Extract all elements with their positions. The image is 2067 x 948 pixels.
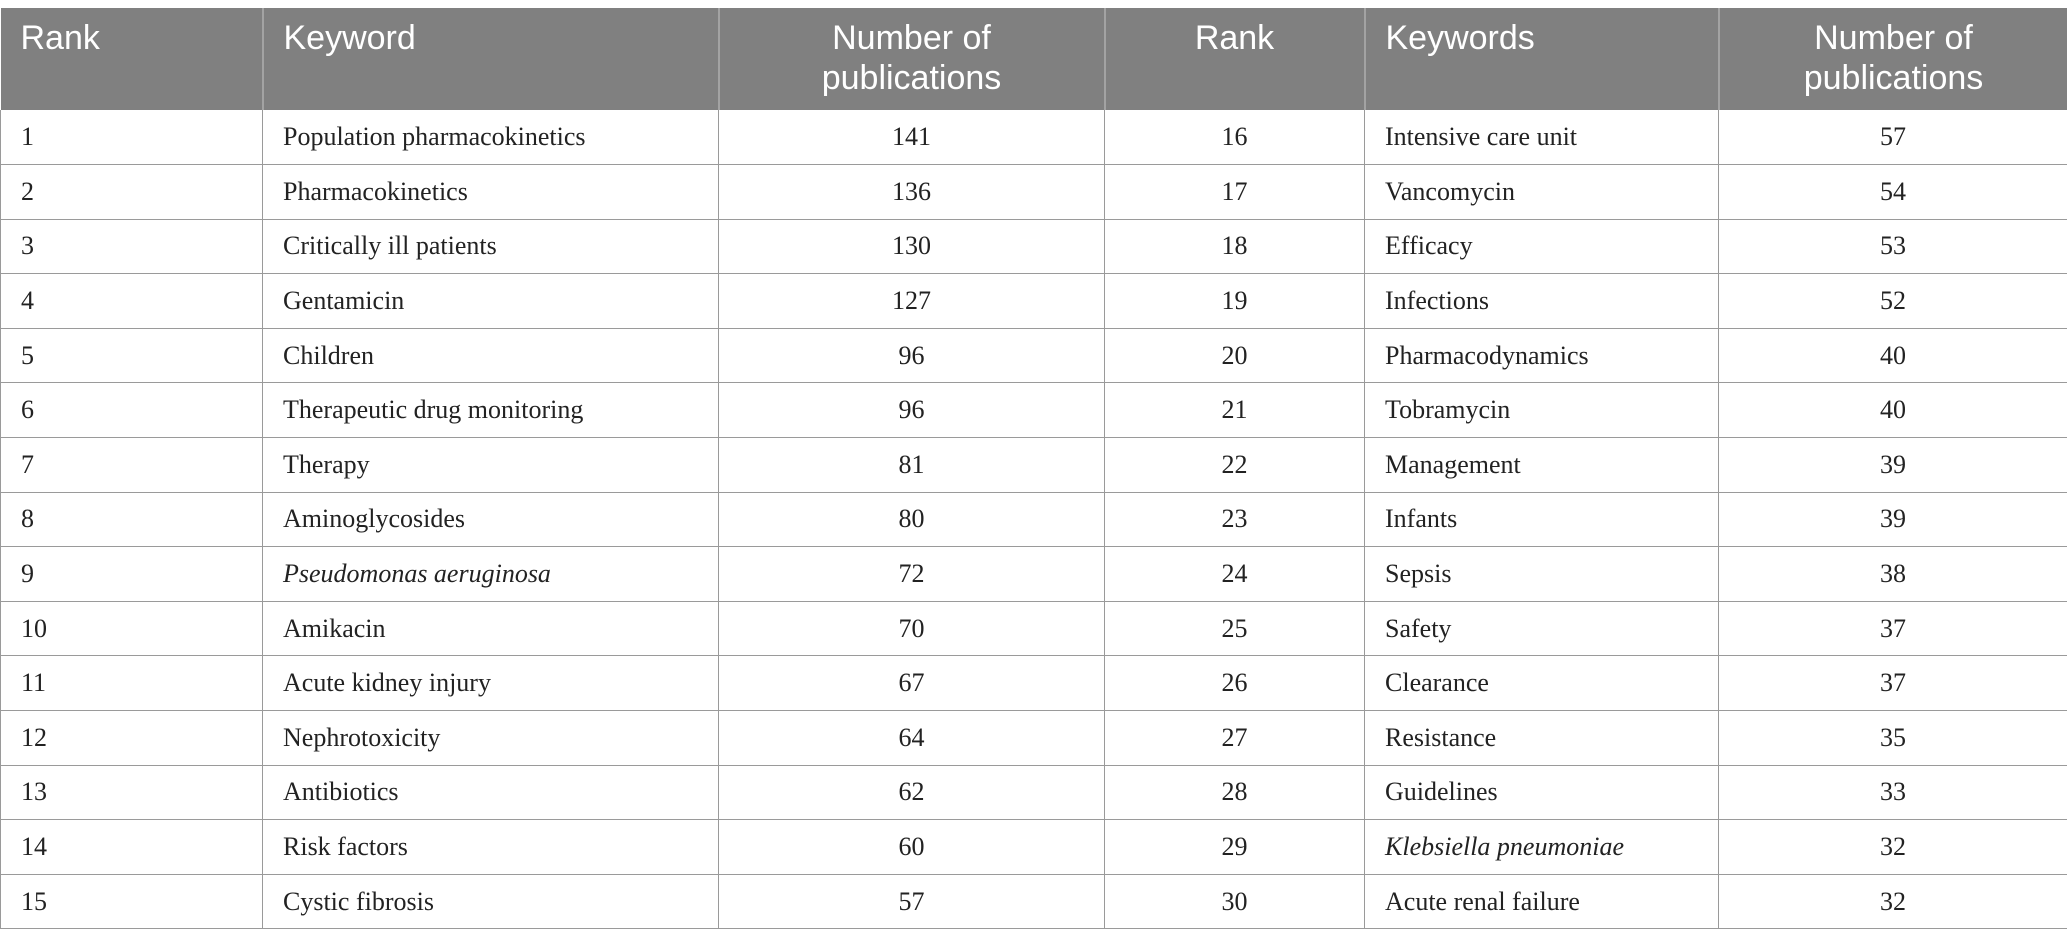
keyword-cell: Efficacy [1365, 219, 1719, 274]
publications-cell: 40 [1719, 328, 2067, 383]
publications-cell: 52 [1719, 274, 2067, 329]
rank-cell: 5 [1, 328, 263, 383]
rank-cell: 22 [1105, 438, 1365, 493]
table-row [1, 383, 2067, 438]
keyword-cell: Children [263, 328, 719, 383]
rank-cell: 26 [1105, 656, 1365, 711]
keyword-cell: Vancomycin [1365, 165, 1719, 220]
table-row [1, 601, 2067, 656]
keyword-cell: Aminoglycosides [263, 492, 719, 547]
rank-cell: 25 [1105, 601, 1365, 656]
keyword-cell: Tobramycin [1365, 383, 1719, 438]
publications-cell: 72 [719, 547, 1105, 602]
keyword-cell: Klebsiella pneumoniae [1365, 820, 1719, 875]
publications-cell: 127 [719, 274, 1105, 329]
header-publications-1: Number of publications [719, 8, 1105, 110]
header-rank-2: Rank [1105, 8, 1365, 110]
keyword-cell: Population pharmacokinetics [263, 110, 719, 165]
publications-cell: 54 [1719, 165, 2067, 220]
keyword-cell: Acute kidney injury [263, 656, 719, 711]
rank-cell: 16 [1105, 110, 1365, 165]
rank-cell: 19 [1105, 274, 1365, 329]
keyword-cell: Infections [1365, 274, 1719, 329]
keyword-cell: Antibiotics [263, 765, 719, 820]
keyword-cell: Pharmacokinetics [263, 165, 719, 220]
rank-cell: 27 [1105, 711, 1365, 766]
table-row [1, 656, 2067, 711]
keyword-cell: Pseudomonas aeruginosa [263, 547, 719, 602]
publications-cell: 80 [719, 492, 1105, 547]
publications-cell: 32 [1719, 820, 2067, 875]
keyword-cell: Gentamicin [263, 274, 719, 329]
keyword-cell: Critically ill patients [263, 219, 719, 274]
rank-cell: 6 [1, 383, 263, 438]
rank-cell: 3 [1, 219, 263, 274]
rank-cell: 13 [1, 765, 263, 820]
publications-cell: 96 [719, 383, 1105, 438]
keyword-cell: Infants [1365, 492, 1719, 547]
publications-cell: 57 [719, 874, 1105, 929]
keyword-cell: Guidelines [1365, 765, 1719, 820]
keyword-cell: Clearance [1365, 656, 1719, 711]
publications-cell: 35 [1719, 711, 2067, 766]
keyword-cell: Safety [1365, 601, 1719, 656]
table-row [1, 219, 2067, 274]
rank-cell: 17 [1105, 165, 1365, 220]
header-keyword-1: Keyword [263, 8, 719, 110]
publications-cell: 64 [719, 711, 1105, 766]
rank-cell: 28 [1105, 765, 1365, 820]
keyword-cell: Cystic fibrosis [263, 874, 719, 929]
table-header [1, 8, 2067, 110]
table-row [1, 438, 2067, 493]
keyword-ranking-table [0, 8, 2067, 929]
publications-cell: 39 [1719, 492, 2067, 547]
publications-cell: 70 [719, 601, 1105, 656]
rank-cell: 4 [1, 274, 263, 329]
rank-cell: 10 [1, 601, 263, 656]
publications-cell: 67 [719, 656, 1105, 711]
keyword-cell: Risk factors [263, 820, 719, 875]
keyword-cell: Acute renal failure [1365, 874, 1719, 929]
keyword-cell: Amikacin [263, 601, 719, 656]
keyword-table-container [0, 8, 2067, 929]
rank-cell: 8 [1, 492, 263, 547]
publications-cell: 40 [1719, 383, 2067, 438]
rank-cell: 11 [1, 656, 263, 711]
publications-cell: 57 [1719, 110, 2067, 165]
rank-cell: 7 [1, 438, 263, 493]
rank-cell: 18 [1105, 219, 1365, 274]
publications-cell: 38 [1719, 547, 2067, 602]
rank-cell: 23 [1105, 492, 1365, 547]
table-row [1, 820, 2067, 875]
publications-cell: 60 [719, 820, 1105, 875]
table-row [1, 328, 2067, 383]
publications-cell: 96 [719, 328, 1105, 383]
keyword-cell: Therapy [263, 438, 719, 493]
publications-cell: 37 [1719, 656, 2067, 711]
keyword-cell: Sepsis [1365, 547, 1719, 602]
table-row [1, 165, 2067, 220]
publications-cell: 130 [719, 219, 1105, 274]
keyword-cell: Pharmacodynamics [1365, 328, 1719, 383]
table-row [1, 492, 2067, 547]
table-row [1, 765, 2067, 820]
keyword-cell: Resistance [1365, 711, 1719, 766]
header-row [1, 8, 2067, 110]
keyword-cell: Management [1365, 438, 1719, 493]
rank-cell: 2 [1, 165, 263, 220]
publications-cell: 81 [719, 438, 1105, 493]
publications-cell: 62 [719, 765, 1105, 820]
keyword-cell: Intensive care unit [1365, 110, 1719, 165]
rank-cell: 14 [1, 820, 263, 875]
rank-cell: 9 [1, 547, 263, 602]
publications-cell: 53 [1719, 219, 2067, 274]
header-rank-1: Rank [1, 8, 263, 110]
rank-cell: 15 [1, 874, 263, 929]
publications-cell: 39 [1719, 438, 2067, 493]
header-publications-2: Number of publications [1719, 8, 2067, 110]
keyword-cell: Nephrotoxicity [263, 711, 719, 766]
publications-cell: 33 [1719, 765, 2067, 820]
table-row [1, 711, 2067, 766]
rank-cell: 24 [1105, 547, 1365, 602]
table-row [1, 274, 2067, 329]
rank-cell: 12 [1, 711, 263, 766]
rank-cell: 29 [1105, 820, 1365, 875]
keyword-cell: Therapeutic drug monitoring [263, 383, 719, 438]
rank-cell: 20 [1105, 328, 1365, 383]
publications-cell: 136 [719, 165, 1105, 220]
header-keyword-2: Keywords [1365, 8, 1719, 110]
rank-cell: 30 [1105, 874, 1365, 929]
table-body [1, 110, 2067, 929]
publications-cell: 141 [719, 110, 1105, 165]
rank-cell: 21 [1105, 383, 1365, 438]
table-row [1, 874, 2067, 929]
table-row [1, 547, 2067, 602]
rank-cell: 1 [1, 110, 263, 165]
table-row [1, 110, 2067, 165]
publications-cell: 37 [1719, 601, 2067, 656]
publications-cell: 32 [1719, 874, 2067, 929]
